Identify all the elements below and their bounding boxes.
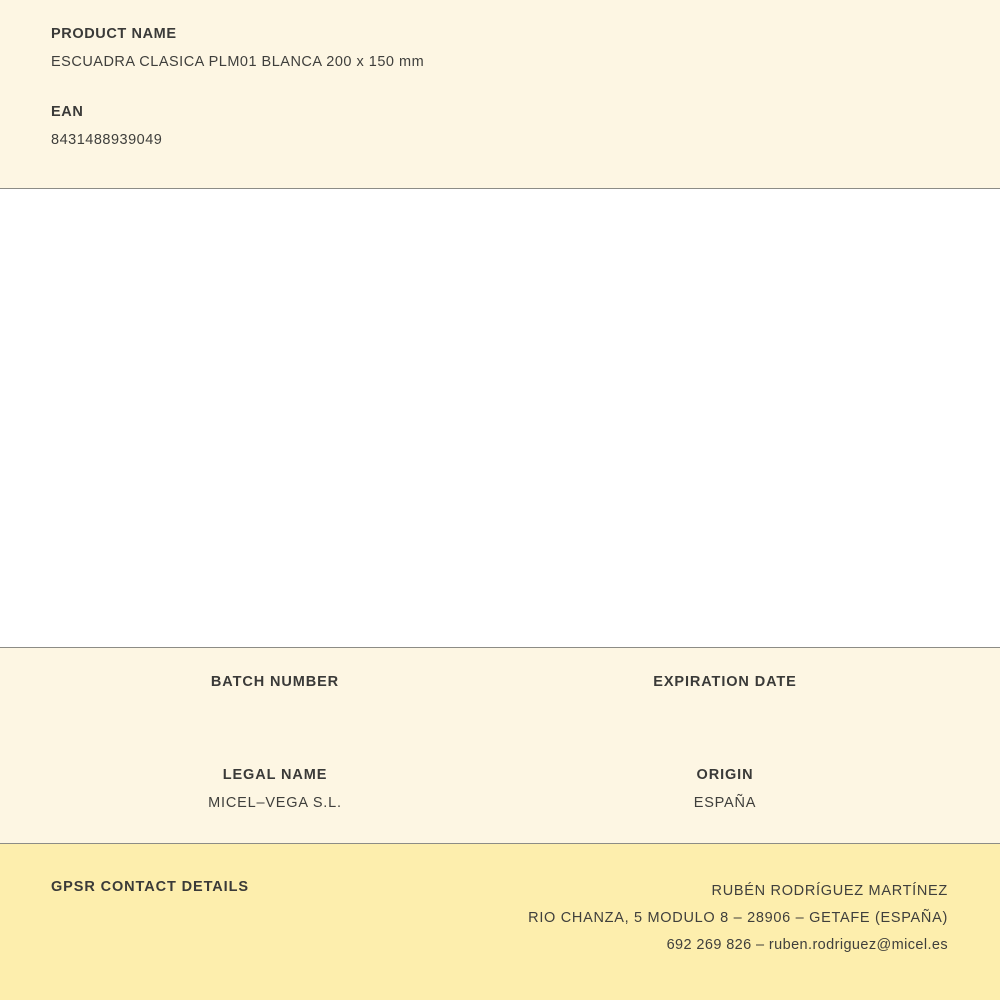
batch-number-cell — [50, 673, 500, 720]
gpsr-contact-address: RIO CHANZA, 5 MODULO 8 – 28906 – GETAFE (ESPAÑA) — [528, 910, 948, 926]
gpsr-footer — [0, 844, 1000, 1000]
origin-label: ORIGIN — [696, 767, 754, 783]
ean-value: 8431488939049 — [51, 132, 163, 148]
batch-number-label: BATCH NUMBER — [210, 674, 340, 690]
expiration-date-cell — [500, 673, 950, 720]
ean-field — [51, 104, 950, 148]
product-details-section — [0, 648, 1000, 844]
legal-name-value: MICEL–VEGA S.L. — [208, 795, 342, 811]
gpsr-contact-details-label: GPSR CONTACT DETAILS — [51, 879, 249, 895]
product-name-value: ESCUADRA CLASICA PLM01 BLANCA 200 x 150 mm — [51, 54, 425, 70]
gpsr-contact-name: RUBÉN RODRÍGUEZ MARTÍNEZ — [711, 883, 948, 899]
gpsr-contact-block — [528, 878, 948, 959]
ean-label: EAN — [51, 104, 84, 120]
legal-name-cell — [50, 766, 500, 811]
origin-value: ESPAÑA — [693, 795, 757, 811]
product-info-section — [0, 0, 1000, 189]
batch-number-value — [50, 702, 500, 720]
gpsr-contact-phone-email: 692 269 826 – ruben.rodriguez@micel.es — [666, 937, 948, 953]
product-name-label: PRODUCT NAME — [51, 26, 177, 42]
product-image-area — [0, 189, 1000, 648]
details-row-legal-origin — [50, 766, 950, 811]
expiration-date-label: EXPIRATION DATE — [653, 674, 797, 690]
expiration-date-value — [500, 702, 950, 720]
details-row-batch-expiration — [50, 673, 950, 720]
product-name-field — [51, 26, 950, 70]
origin-cell — [500, 766, 950, 811]
legal-name-label: LEGAL NAME — [222, 767, 328, 783]
